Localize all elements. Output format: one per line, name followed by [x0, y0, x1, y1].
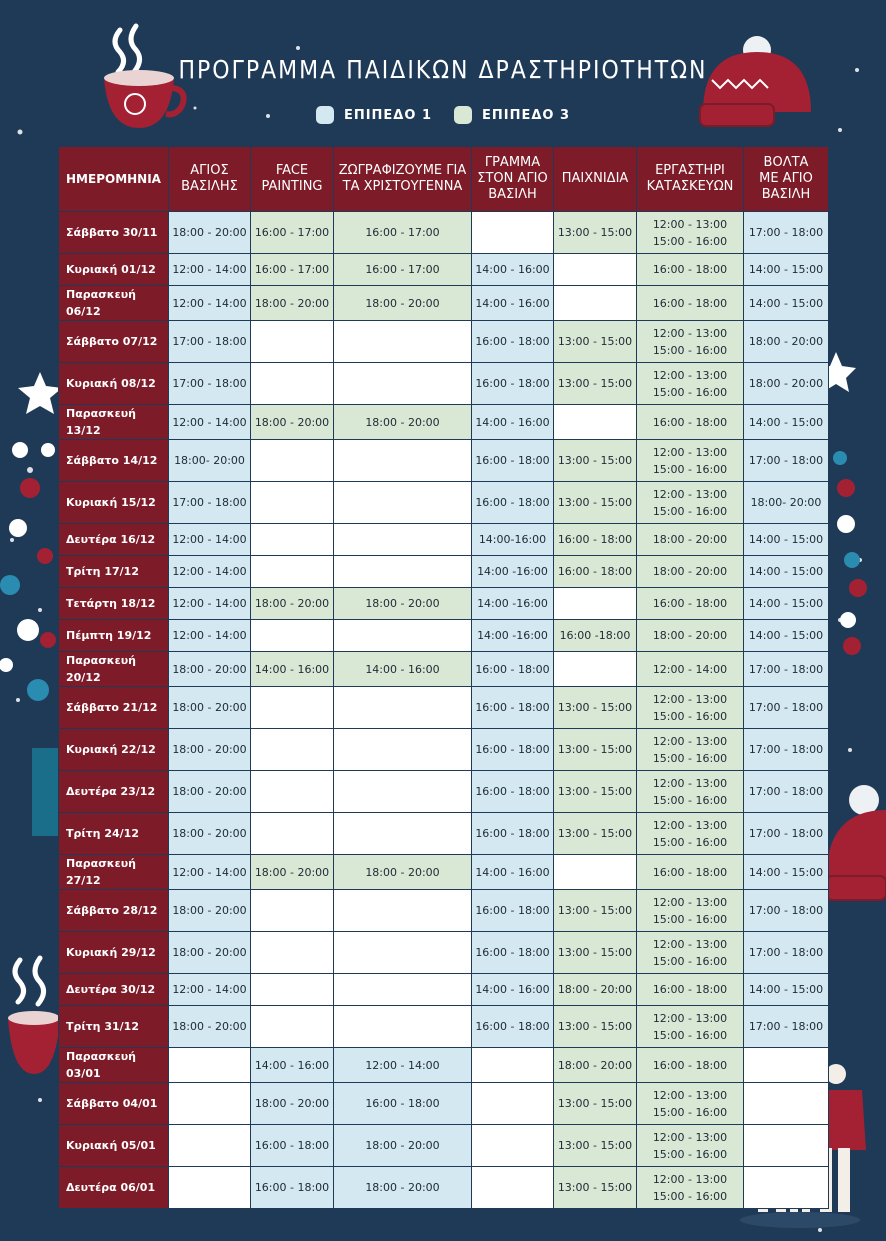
time-cell: 13:00 - 15:00 — [554, 1167, 637, 1209]
time-cell: 16:00 - 18:00 — [472, 321, 554, 363]
time-cell: 14:00 - 15:00 — [744, 286, 829, 321]
page-title: ΠΡΟΓΡΑΜΜΑ ΠΑΙΔΙΚΩΝ ΔΡΑΣΤΗΡΙΟΤΗΤΩΝ — [178, 56, 708, 85]
time-cell — [251, 932, 334, 974]
time-cell: 13:00 - 15:00 — [554, 687, 637, 729]
time-cell: 17:00 - 18:00 — [744, 1006, 829, 1048]
col-header-walk — [744, 147, 829, 212]
legend-label-level-1: ΕΠΙΠΕΔΟ 1 — [343, 107, 432, 123]
time-cell — [472, 1048, 554, 1083]
time-cell: 18:00 - 20:00 — [169, 212, 251, 254]
table-row — [59, 1048, 829, 1083]
time-cell: 18:00 - 20:00 — [169, 813, 251, 855]
table-row — [59, 588, 829, 620]
time-cell: 12:00 - 13:00 15:00 - 16:00 — [637, 890, 744, 932]
beanie-hat-right-icon — [826, 785, 886, 900]
time-cell: 18:00- 20:00 — [744, 482, 829, 524]
time-cell: 13:00 - 15:00 — [554, 212, 637, 254]
time-cell: 18:00 - 20:00 — [334, 286, 472, 321]
table-row — [59, 652, 829, 687]
table-row — [59, 974, 829, 1006]
col-header-date — [59, 147, 169, 212]
time-cell — [554, 254, 637, 286]
date-cell: Σάββατο 28/12 — [59, 890, 169, 932]
time-cell: 18:00 - 20:00 — [334, 855, 472, 890]
table-row — [59, 286, 829, 321]
table-row — [59, 729, 829, 771]
time-cell: 13:00 - 15:00 — [554, 890, 637, 932]
time-cell: 14:00 - 16:00 — [251, 652, 334, 687]
time-cell: 12:00 - 13:00 15:00 - 16:00 — [637, 771, 744, 813]
time-cell: 12:00 - 13:00 15:00 - 16:00 — [637, 482, 744, 524]
time-cell: 16:00 - 18:00 — [472, 890, 554, 932]
time-cell: 16:00 - 18:00 — [637, 974, 744, 1006]
date-cell: Δευτέρα 30/12 — [59, 974, 169, 1006]
time-cell — [251, 440, 334, 482]
col-header-face-painting — [251, 147, 334, 212]
time-cell: 14:00 - 16:00 — [334, 652, 472, 687]
time-cell: 16:00 - 18:00 — [472, 813, 554, 855]
date-cell: Κυριακή 05/01 — [59, 1125, 169, 1167]
col-header-text: ΕΡΓΑΣΤΗΡΙ ΚΑΤΑΣΚΕΥΩΝ — [646, 163, 734, 194]
time-cell: 12:00 - 14:00 — [637, 652, 744, 687]
date-cell: Σάββατο 30/11 — [59, 212, 169, 254]
time-cell: 17:00 - 18:00 — [169, 482, 251, 524]
col-header-text: ΒΟΛΤΑ ΜΕ ΑΓΙΟ ΒΑΣΙΛΗ — [759, 155, 813, 202]
table-row — [59, 1006, 829, 1048]
time-cell: 17:00 - 18:00 — [169, 321, 251, 363]
time-cell: 12:00 - 13:00 15:00 - 16:00 — [637, 813, 744, 855]
table-row — [59, 620, 829, 652]
time-cell — [251, 687, 334, 729]
hot-cup-bottom-icon — [8, 958, 60, 1074]
time-cell — [554, 286, 637, 321]
time-cell: 14:00 - 15:00 — [744, 254, 829, 286]
time-cell — [251, 363, 334, 405]
time-cell: 16:00 - 18:00 — [472, 687, 554, 729]
time-cell: 12:00 - 14:00 — [169, 556, 251, 588]
time-cell: 13:00 - 15:00 — [554, 813, 637, 855]
date-cell: Παρασκευή 03/01 — [59, 1048, 169, 1083]
table-row — [59, 321, 829, 363]
time-cell: 12:00 - 14:00 — [169, 588, 251, 620]
time-cell: 16:00 - 18:00 — [472, 652, 554, 687]
legend-item-level-3 — [454, 106, 570, 124]
ornaments-right-icon — [833, 451, 867, 655]
legend — [0, 106, 886, 124]
table-row — [59, 556, 829, 588]
time-cell — [251, 482, 334, 524]
time-cell — [251, 813, 334, 855]
time-cell: 17:00 - 18:00 — [744, 932, 829, 974]
table-row — [59, 254, 829, 286]
time-cell — [251, 321, 334, 363]
date-cell: Κυριακή 08/12 — [59, 363, 169, 405]
time-cell: 18:00- 20:00 — [169, 440, 251, 482]
time-cell: 18:00 - 20:00 — [744, 363, 829, 405]
table-row — [59, 212, 829, 254]
legend-label-level-3: ΕΠΙΠΕΔΟ 3 — [482, 107, 571, 123]
time-cell — [334, 440, 472, 482]
time-cell: 17:00 - 18:00 — [744, 813, 829, 855]
time-cell — [334, 321, 472, 363]
time-cell: 16:00 - 18:00 — [472, 440, 554, 482]
date-cell: Κυριακή 22/12 — [59, 729, 169, 771]
time-cell: 12:00 - 13:00 15:00 - 16:00 — [637, 932, 744, 974]
time-cell: 16:00 - 18:00 — [637, 588, 744, 620]
time-cell — [334, 813, 472, 855]
time-cell — [169, 1083, 251, 1125]
date-cell: Δευτέρα 06/01 — [59, 1167, 169, 1209]
time-cell — [472, 1083, 554, 1125]
time-cell: 16:00 - 18:00 — [251, 1167, 334, 1209]
time-cell: 18:00 - 20:00 — [251, 855, 334, 890]
time-cell — [334, 524, 472, 556]
time-cell: 14:00 - 16:00 — [472, 286, 554, 321]
time-cell — [169, 1048, 251, 1083]
table-row — [59, 524, 829, 556]
col-header-painting — [334, 147, 472, 212]
time-cell: 18:00 - 20:00 — [251, 405, 334, 440]
legend-swatch-level-1 — [316, 106, 334, 124]
time-cell: 18:00 - 20:00 — [554, 1048, 637, 1083]
table-row — [59, 1167, 829, 1209]
col-header-text: FACE PAINTING — [261, 163, 323, 194]
time-cell — [334, 932, 472, 974]
time-cell: 12:00 - 13:00 15:00 - 16:00 — [637, 1083, 744, 1125]
time-cell: 18:00 - 20:00 — [554, 974, 637, 1006]
date-cell: Κυριακή 15/12 — [59, 482, 169, 524]
time-cell: 12:00 - 13:00 15:00 - 16:00 — [637, 1167, 744, 1209]
time-cell — [251, 771, 334, 813]
table-row — [59, 813, 829, 855]
table-row — [59, 890, 829, 932]
time-cell — [334, 620, 472, 652]
time-cell — [169, 1125, 251, 1167]
time-cell: 14:00 -16:00 — [472, 556, 554, 588]
time-cell — [472, 212, 554, 254]
time-cell: 12:00 - 14:00 — [169, 855, 251, 890]
time-cell: 14:00 - 16:00 — [472, 974, 554, 1006]
time-cell: 17:00 - 18:00 — [744, 212, 829, 254]
time-cell — [334, 556, 472, 588]
date-cell: Τρίτη 17/12 — [59, 556, 169, 588]
time-cell: 16:00 - 17:00 — [334, 212, 472, 254]
date-cell: Κυριακή 01/12 — [59, 254, 169, 286]
time-cell: 14:00 -16:00 — [472, 588, 554, 620]
time-cell — [251, 620, 334, 652]
col-header-games — [554, 147, 637, 212]
star-left-icon — [18, 372, 62, 414]
time-cell: 18:00 - 20:00 — [637, 556, 744, 588]
time-cell: 14:00 - 16:00 — [472, 855, 554, 890]
time-cell: 16:00 - 18:00 — [472, 482, 554, 524]
ornaments-left-icon — [0, 442, 56, 701]
date-cell: Σάββατο 21/12 — [59, 687, 169, 729]
col-header-text: ΑΓΙΟΣ ΒΑΣΙΛΗΣ — [181, 163, 238, 194]
time-cell: 14:00 - 16:00 — [472, 405, 554, 440]
time-cell: 16:00 - 17:00 — [251, 254, 334, 286]
col-header-text: ΠΑΙΧΝΙΔΙΑ — [561, 171, 629, 186]
time-cell: 13:00 - 15:00 — [554, 1125, 637, 1167]
time-cell: 16:00 - 18:00 — [472, 1006, 554, 1048]
time-cell — [251, 974, 334, 1006]
time-cell: 12:00 - 13:00 15:00 - 16:00 — [637, 1125, 744, 1167]
time-cell — [334, 1006, 472, 1048]
table-row — [59, 482, 829, 524]
time-cell: 12:00 - 13:00 15:00 - 16:00 — [637, 1006, 744, 1048]
table-row — [59, 771, 829, 813]
date-cell: Τετάρτη 18/12 — [59, 588, 169, 620]
time-cell: 13:00 - 15:00 — [554, 440, 637, 482]
time-cell: 18:00 - 20:00 — [169, 1006, 251, 1048]
time-cell: 12:00 - 13:00 15:00 - 16:00 — [637, 440, 744, 482]
time-cell: 17:00 - 18:00 — [169, 363, 251, 405]
time-cell: 17:00 - 18:00 — [744, 687, 829, 729]
time-cell — [169, 1167, 251, 1209]
time-cell — [554, 855, 637, 890]
table-row — [59, 932, 829, 974]
date-cell: Σάββατο 04/01 — [59, 1083, 169, 1125]
time-cell — [334, 687, 472, 729]
time-cell: 18:00 - 20:00 — [744, 321, 829, 363]
time-cell: 18:00 - 20:00 — [251, 588, 334, 620]
date-cell: Σάββατο 14/12 — [59, 440, 169, 482]
time-cell: 16:00 - 18:00 — [472, 729, 554, 771]
time-cell: 16:00 -18:00 — [554, 620, 637, 652]
time-cell: 12:00 - 14:00 — [169, 620, 251, 652]
table-row — [59, 440, 829, 482]
time-cell: 14:00 - 15:00 — [744, 524, 829, 556]
time-cell: 16:00 - 18:00 — [637, 405, 744, 440]
time-cell: 16:00 - 18:00 — [637, 855, 744, 890]
schedule-body — [59, 212, 829, 1209]
time-cell: 16:00 - 18:00 — [472, 771, 554, 813]
date-cell: Σάββατο 07/12 — [59, 321, 169, 363]
time-cell: 12:00 - 14:00 — [169, 974, 251, 1006]
time-cell — [554, 652, 637, 687]
time-cell: 14:00 - 16:00 — [251, 1048, 334, 1083]
date-cell: Παρασκευή 27/12 — [59, 855, 169, 890]
time-cell: 18:00 - 20:00 — [334, 1167, 472, 1209]
time-cell — [744, 1048, 829, 1083]
date-cell: Παρασκευή 20/12 — [59, 652, 169, 687]
col-header-text: ΖΩΓΡΑΦΙΖΟΥΜΕ ΓΙΑ ΤΑ ΧΡΙΣΤΟΥΓΕΝΝΑ — [338, 163, 467, 194]
legend-swatch-level-3 — [454, 106, 472, 124]
time-cell: 18:00 - 20:00 — [334, 405, 472, 440]
time-cell: 16:00 - 18:00 — [637, 286, 744, 321]
table-row — [59, 405, 829, 440]
time-cell: 14:00 - 15:00 — [744, 588, 829, 620]
col-header-text: ΗΜΕΡΟΜΗΝΙΑ — [66, 172, 161, 186]
time-cell: 17:00 - 18:00 — [744, 771, 829, 813]
time-cell: 18:00 - 20:00 — [169, 771, 251, 813]
time-cell — [472, 1125, 554, 1167]
time-cell — [472, 1167, 554, 1209]
time-cell — [744, 1167, 829, 1209]
time-cell: 12:00 - 14:00 — [169, 524, 251, 556]
time-cell: 12:00 - 13:00 15:00 - 16:00 — [637, 687, 744, 729]
time-cell: 17:00 - 18:00 — [744, 652, 829, 687]
time-cell: 16:00 - 17:00 — [251, 212, 334, 254]
time-cell: 17:00 - 18:00 — [744, 440, 829, 482]
time-cell: 16:00 - 18:00 — [554, 524, 637, 556]
time-cell: 16:00 - 17:00 — [334, 254, 472, 286]
scarf-left-icon — [32, 748, 58, 836]
time-cell: 14:00-16:00 — [472, 524, 554, 556]
table-row — [59, 1083, 829, 1125]
time-cell: 12:00 - 14:00 — [169, 286, 251, 321]
time-cell: 14:00 - 15:00 — [744, 405, 829, 440]
time-cell — [334, 890, 472, 932]
time-cell: 17:00 - 18:00 — [744, 890, 829, 932]
col-header-letter — [472, 147, 554, 212]
table-header-row — [59, 147, 829, 212]
col-header-santa — [169, 147, 251, 212]
time-cell: 18:00 - 20:00 — [251, 1083, 334, 1125]
table-row — [59, 1125, 829, 1167]
time-cell: 16:00 - 18:00 — [472, 932, 554, 974]
time-cell — [334, 729, 472, 771]
time-cell: 14:00 - 16:00 — [472, 254, 554, 286]
date-cell: Παρασκευή 06/12 — [59, 286, 169, 321]
time-cell: 13:00 - 15:00 — [554, 771, 637, 813]
time-cell: 13:00 - 15:00 — [554, 1083, 637, 1125]
time-cell: 13:00 - 15:00 — [554, 482, 637, 524]
time-cell: 18:00 - 20:00 — [169, 652, 251, 687]
time-cell: 18:00 - 20:00 — [637, 524, 744, 556]
time-cell: 18:00 - 20:00 — [169, 932, 251, 974]
time-cell — [744, 1125, 829, 1167]
time-cell: 18:00 - 20:00 — [169, 890, 251, 932]
time-cell: 16:00 - 18:00 — [472, 363, 554, 405]
time-cell: 12:00 - 14:00 — [169, 254, 251, 286]
time-cell — [554, 588, 637, 620]
date-cell: Πέμπτη 19/12 — [59, 620, 169, 652]
time-cell: 18:00 - 20:00 — [169, 687, 251, 729]
table-row — [59, 687, 829, 729]
time-cell — [251, 556, 334, 588]
time-cell — [251, 1006, 334, 1048]
time-cell: 18:00 - 20:00 — [169, 729, 251, 771]
time-cell: 14:00 - 15:00 — [744, 855, 829, 890]
table-row — [59, 855, 829, 890]
time-cell: 13:00 - 15:00 — [554, 321, 637, 363]
time-cell — [251, 729, 334, 771]
time-cell: 17:00 - 18:00 — [744, 729, 829, 771]
time-cell — [251, 524, 334, 556]
time-cell — [334, 482, 472, 524]
time-cell: 12:00 - 14:00 — [334, 1048, 472, 1083]
time-cell: 16:00 - 18:00 — [637, 1048, 744, 1083]
date-cell: Παρασκευή 13/12 — [59, 405, 169, 440]
date-cell: Δευτέρα 23/12 — [59, 771, 169, 813]
time-cell: 16:00 - 18:00 — [554, 556, 637, 588]
time-cell: 14:00 - 15:00 — [744, 974, 829, 1006]
time-cell — [334, 771, 472, 813]
table-row — [59, 363, 829, 405]
col-header-text: ΓΡΑΜΜΑ ΣΤΟΝ ΑΓΙΟ ΒΑΣΙΛΗ — [477, 155, 548, 202]
legend-item-level-1 — [316, 106, 432, 124]
time-cell: 14:00 - 15:00 — [744, 620, 829, 652]
time-cell: 18:00 - 20:00 — [334, 1125, 472, 1167]
date-cell: Δευτέρα 16/12 — [59, 524, 169, 556]
schedule-table — [58, 146, 829, 1209]
time-cell — [334, 363, 472, 405]
time-cell — [251, 890, 334, 932]
time-cell: 13:00 - 15:00 — [554, 1006, 637, 1048]
time-cell: 12:00 - 13:00 15:00 - 16:00 — [637, 321, 744, 363]
time-cell: 16:00 - 18:00 — [637, 254, 744, 286]
time-cell: 14:00 -16:00 — [472, 620, 554, 652]
time-cell: 14:00 - 15:00 — [744, 556, 829, 588]
time-cell: 13:00 - 15:00 — [554, 932, 637, 974]
col-header-workshop — [637, 147, 744, 212]
time-cell: 16:00 - 18:00 — [334, 1083, 472, 1125]
time-cell: 12:00 - 13:00 15:00 - 16:00 — [637, 212, 744, 254]
time-cell: 18:00 - 20:00 — [251, 286, 334, 321]
time-cell: 13:00 - 15:00 — [554, 363, 637, 405]
date-cell: Τρίτη 31/12 — [59, 1006, 169, 1048]
date-cell: Κυριακή 29/12 — [59, 932, 169, 974]
time-cell — [744, 1083, 829, 1125]
time-cell: 12:00 - 13:00 15:00 - 16:00 — [637, 363, 744, 405]
time-cell: 18:00 - 20:00 — [334, 588, 472, 620]
time-cell — [554, 405, 637, 440]
date-cell: Τρίτη 24/12 — [59, 813, 169, 855]
time-cell — [334, 974, 472, 1006]
time-cell: 16:00 - 18:00 — [251, 1125, 334, 1167]
time-cell: 18:00 - 20:00 — [637, 620, 744, 652]
time-cell: 12:00 - 13:00 15:00 - 16:00 — [637, 729, 744, 771]
time-cell: 12:00 - 14:00 — [169, 405, 251, 440]
time-cell: 13:00 - 15:00 — [554, 729, 637, 771]
